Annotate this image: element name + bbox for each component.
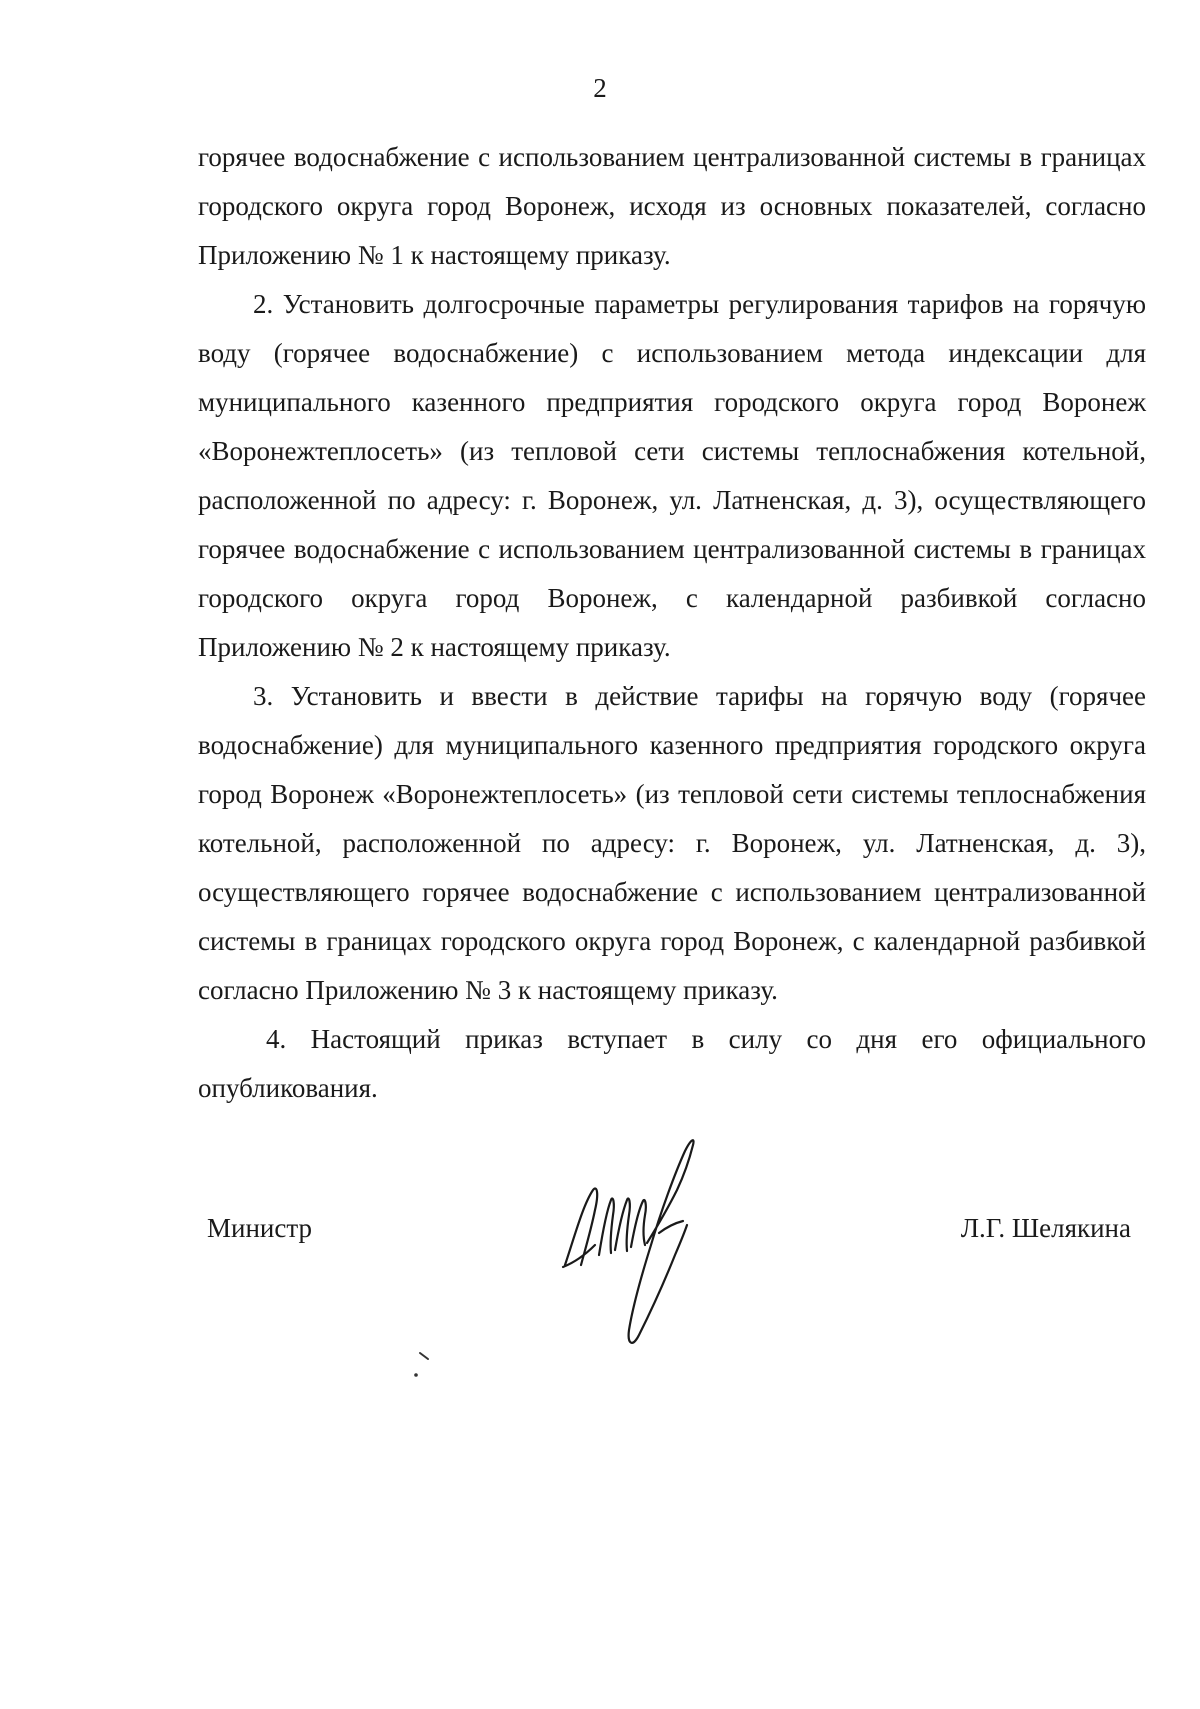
paragraph-item-4: 4. Настоящий приказ вступает в силу со дня его официального опубликования.	[198, 1024, 1146, 1103]
scan-artifact-marks	[410, 1345, 440, 1385]
signatory-name: Л.Г. Шелякина	[960, 1213, 1131, 1243]
paragraph-item-3: 3. Установить и ввести в действие тарифы на горячую воду (горячее водоснабжение) для муниципального казенного предприятия городского округа город Воронеж «Воронежтеплосеть» (из тепловой сети системы теплоснабжения котельной, расположенной по адресу: г. Воронеж, ул. Латненская, д. 3), осуществляющего горячее водоснабжение с использованием централизованной системы в границах городского округа город Воронеж, с календарной разбивкой согласно Приложению № 3 к настоящему приказу.	[198, 681, 1146, 1005]
document-body	[198, 133, 1146, 1113]
paragraph-continuation: горячее водоснабжение с использованием централизованной системы в границах городского округа город Воронеж, исходя из основных показателей, согласно Приложению № 1 к настоящему приказу.	[198, 142, 1146, 270]
handwritten-signature	[555, 1115, 755, 1360]
paragraph-item-2: 2. Установить долгосрочные параметры регулирования тарифов на горячую воду (горячее водоснабжение) с использованием метода индексации для муниципального казенного предприятия городского округа город Воронеж «Воронежтеплосеть» (из тепловой сети системы теплоснабжения котельной, расположенной по адресу: г. Воронеж, ул. Латненская, д. 3), осуществляющего горячее водоснабжение с использованием централизованной системы в границах городского округа город Воронеж, с календарной разбивкой согласно Приложению № 2 к настоящему приказу.	[198, 289, 1146, 662]
page-number: 2	[593, 73, 607, 103]
signatory-position: Министр	[207, 1213, 312, 1243]
